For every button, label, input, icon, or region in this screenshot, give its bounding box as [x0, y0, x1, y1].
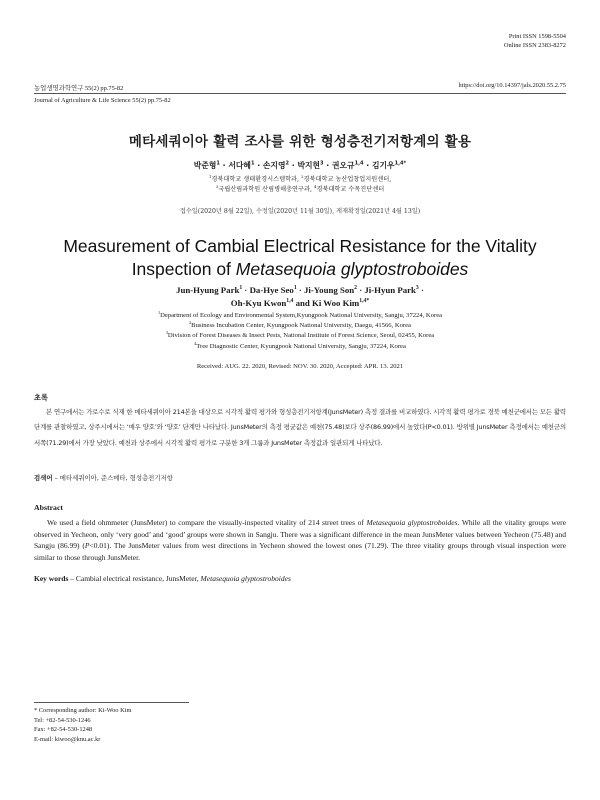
- print-issn: Print ISSN 1598-5504: [508, 33, 566, 40]
- author-affiliation-marker: 2: [285, 160, 290, 167]
- online-issn: Online ISSN 2383-8272: [503, 42, 566, 50]
- footnote-tel: Tel: +82-54-530-1246: [34, 716, 91, 724]
- author-name: Ji-Hyun Park: [364, 285, 416, 295]
- header-rule: [34, 93, 566, 94]
- corresponding-author: * Corresponding author: Ki-Woo Kim: [34, 707, 132, 714]
- footnote-rule: [34, 702, 189, 703]
- author-name: Oh-Kyu Kwon: [230, 298, 287, 308]
- korean-keywords-text: 메타세쿼이아, 준스메타, 형성층전기저항: [59, 474, 173, 482]
- author-affiliation-marker: 1,4*: [394, 160, 407, 167]
- footnote: [34, 706, 131, 744]
- english-authors: [0, 284, 600, 310]
- author-affiliation-marker: 3: [415, 285, 419, 292]
- korean-abstract-heading: 초록: [34, 393, 48, 402]
- journal-volume-ko: 농업생명과학연구 55(2) pp.75-82: [34, 85, 124, 92]
- author-affiliation-marker: 1,4: [286, 298, 294, 305]
- author-affiliation-marker: 1: [293, 285, 297, 292]
- korean-keywords-label: 검색어: [34, 474, 53, 482]
- author-name: 서다혜: [228, 161, 251, 170]
- author-affiliation-marker: 1: [250, 160, 255, 167]
- korean-dates: 접수일(2020년 8월 22일), 수정일(2020년 11월 30일), 게재확정일(2021년 4월 13일): [179, 208, 421, 215]
- english-keywords: Key words – Cambial electrical resistance, JunsMeter, Metasequoia glyptostroboides: [34, 574, 291, 583]
- author-name: Ji-Young Son: [304, 285, 355, 295]
- korean-affiliations: [0, 175, 600, 194]
- english-keywords-label: Key words: [34, 574, 69, 583]
- korean-affiliation-line: $^1$경북대학교 생태환경시스템학과, $^2$경북대학교 농산업창업지원센터,: [208, 173, 392, 183]
- english-title-line1: Measurement of Cambial Electrical Resistance for the Vitality: [63, 236, 537, 256]
- footnote-fax: Fax: +82-54-530-1248: [34, 726, 93, 734]
- author-name: 손지영: [262, 161, 286, 170]
- footnote-email[interactable]: E-mail: kiwoo@knu.ac.kr: [34, 735, 101, 743]
- author-affiliation-marker: 1,4*: [359, 298, 370, 305]
- english-authors-line2: Oh-Kyu Kwon$^{1,4}$ and Ki Woo Kim$^{1,4*}$: [230, 298, 370, 308]
- english-affiliation: $^2$Business Incubation Center, Kyungpook National University, Daegu, 41566, Korea: [189, 320, 411, 330]
- korean-keywords: 검색어 – 메타세쿼이아, 준스메타, 형성층전기저항: [34, 474, 173, 482]
- korean-title: 메타세쿼이아 활력 조사를 위한 형성층전기저항계의 활용: [128, 134, 472, 150]
- english-abstract-heading: Abstract: [34, 503, 64, 512]
- author-name: Jun-Hyung Park: [176, 285, 240, 295]
- english-title-line2: Inspection of Metasequoia glyptostroboides: [131, 259, 469, 279]
- korean-abstract-body: 본 연구에서는 가로수로 식재 한 메타세쿼이아 214본을 대상으로 시각적 활력 평가와 형성층전기저항계(JunsMeter) 측정 결과를 비교하였다. 시각적 활력 평가로 경북 예천군에서는 모든 활력 단계를 관찰하였고, 상주시에서는 ‘매우 양호’와 ‘양호’ 단계만 나타났다. JunsMeter의 측정 평균값은 예천(75.48)보다 상주(86.99)에서 높았다(P<0.01). 방위별 JunsMeter 측정에서는 예천군의 서쪽(71.29)에서 가장 낮았다. 예천과 상주에서 시각적 활력 평가로 구분한 3개 그룹과 JunsMeter 측정값과 일관되게 나타났다.: [34, 408, 566, 447]
- author-name: Ki Woo Kim: [311, 298, 360, 308]
- english-dates: Received: AUG. 22. 2020, Revised: NOV. 30. 2020, Accepted: APR. 13. 2021: [196, 363, 404, 370]
- author-affiliation-marker: 3: [320, 160, 324, 167]
- author-affiliation-marker: 1: [239, 285, 243, 292]
- korean-affiliation-line: $^3$국립산림과학원 산림병해충연구과, $^4$경북대학교 수목진단센터: [215, 183, 385, 193]
- author-name: 권오규: [331, 161, 355, 170]
- english-affiliation: $^4$Tree Diagnostic Center, Kyungpook National University, Sangju, 37224, Korea: [194, 340, 406, 350]
- english-affiliation: $^3$Division of Forest Diseases & Insect Pests, National Institute of Forest Science, Seoul, 02455, Korea: [165, 330, 435, 340]
- author-affiliation-marker: 2: [354, 285, 357, 292]
- korean-authors: 박준형$^1$ · 서다혜$^1$ · 손지영$^2$ · 박지현$^3$ · 권오규$^{1,4}$ · 김기우$^{1,4*}$: [193, 160, 407, 170]
- author-name: 김기우: [371, 161, 395, 170]
- doi-link[interactable]: https://doi.org/10.14397/jals.2020.55.2.75: [458, 82, 566, 89]
- english-title: [0, 235, 600, 281]
- english-authors-line1: Jun-Hyung Park$^1$ · Da-Hye Seo$^1$ · Ji-Young Son$^2$ · Ji-Hyun Park$^3$ ·: [176, 285, 424, 295]
- author-name: 박지현: [297, 161, 321, 170]
- english-affiliations: [0, 311, 600, 352]
- author-affiliation-marker: 1,4: [354, 160, 364, 167]
- english-abstract-body: We used a field ohmmeter (JunsMeter) to compare the visually-inspected vitality of 214 street trees of Metasequoia glyptostroboides. While all the vitality groups were observed in Yecheon, only ‘very good’ and ‘good’ groups were shown in Sangju. There was a significant difference in the mean JunsMeter values between Yecheon (75.48) and Sangju (86.99) (P<0.01). The JunsMeter values from west directions in Yecheon showed the lowest ones (71.29). The three vitality groups through visual inspection were similar to those through JunsMeter.: [34, 518, 566, 562]
- header-issn: [504, 32, 566, 51]
- journal-volume-en: Journal of Agriculture & Life Science 55(2) pp.75-82: [34, 97, 171, 104]
- english-affiliation: $^1$Department of Ecology and Environmental System,Kyungpook National University, Sangju, 37224, Korea: [157, 309, 443, 319]
- author-name: 박준형: [193, 161, 217, 170]
- author-name: Da-Hye Seo: [249, 285, 294, 295]
- author-affiliation-marker: 1: [216, 160, 220, 167]
